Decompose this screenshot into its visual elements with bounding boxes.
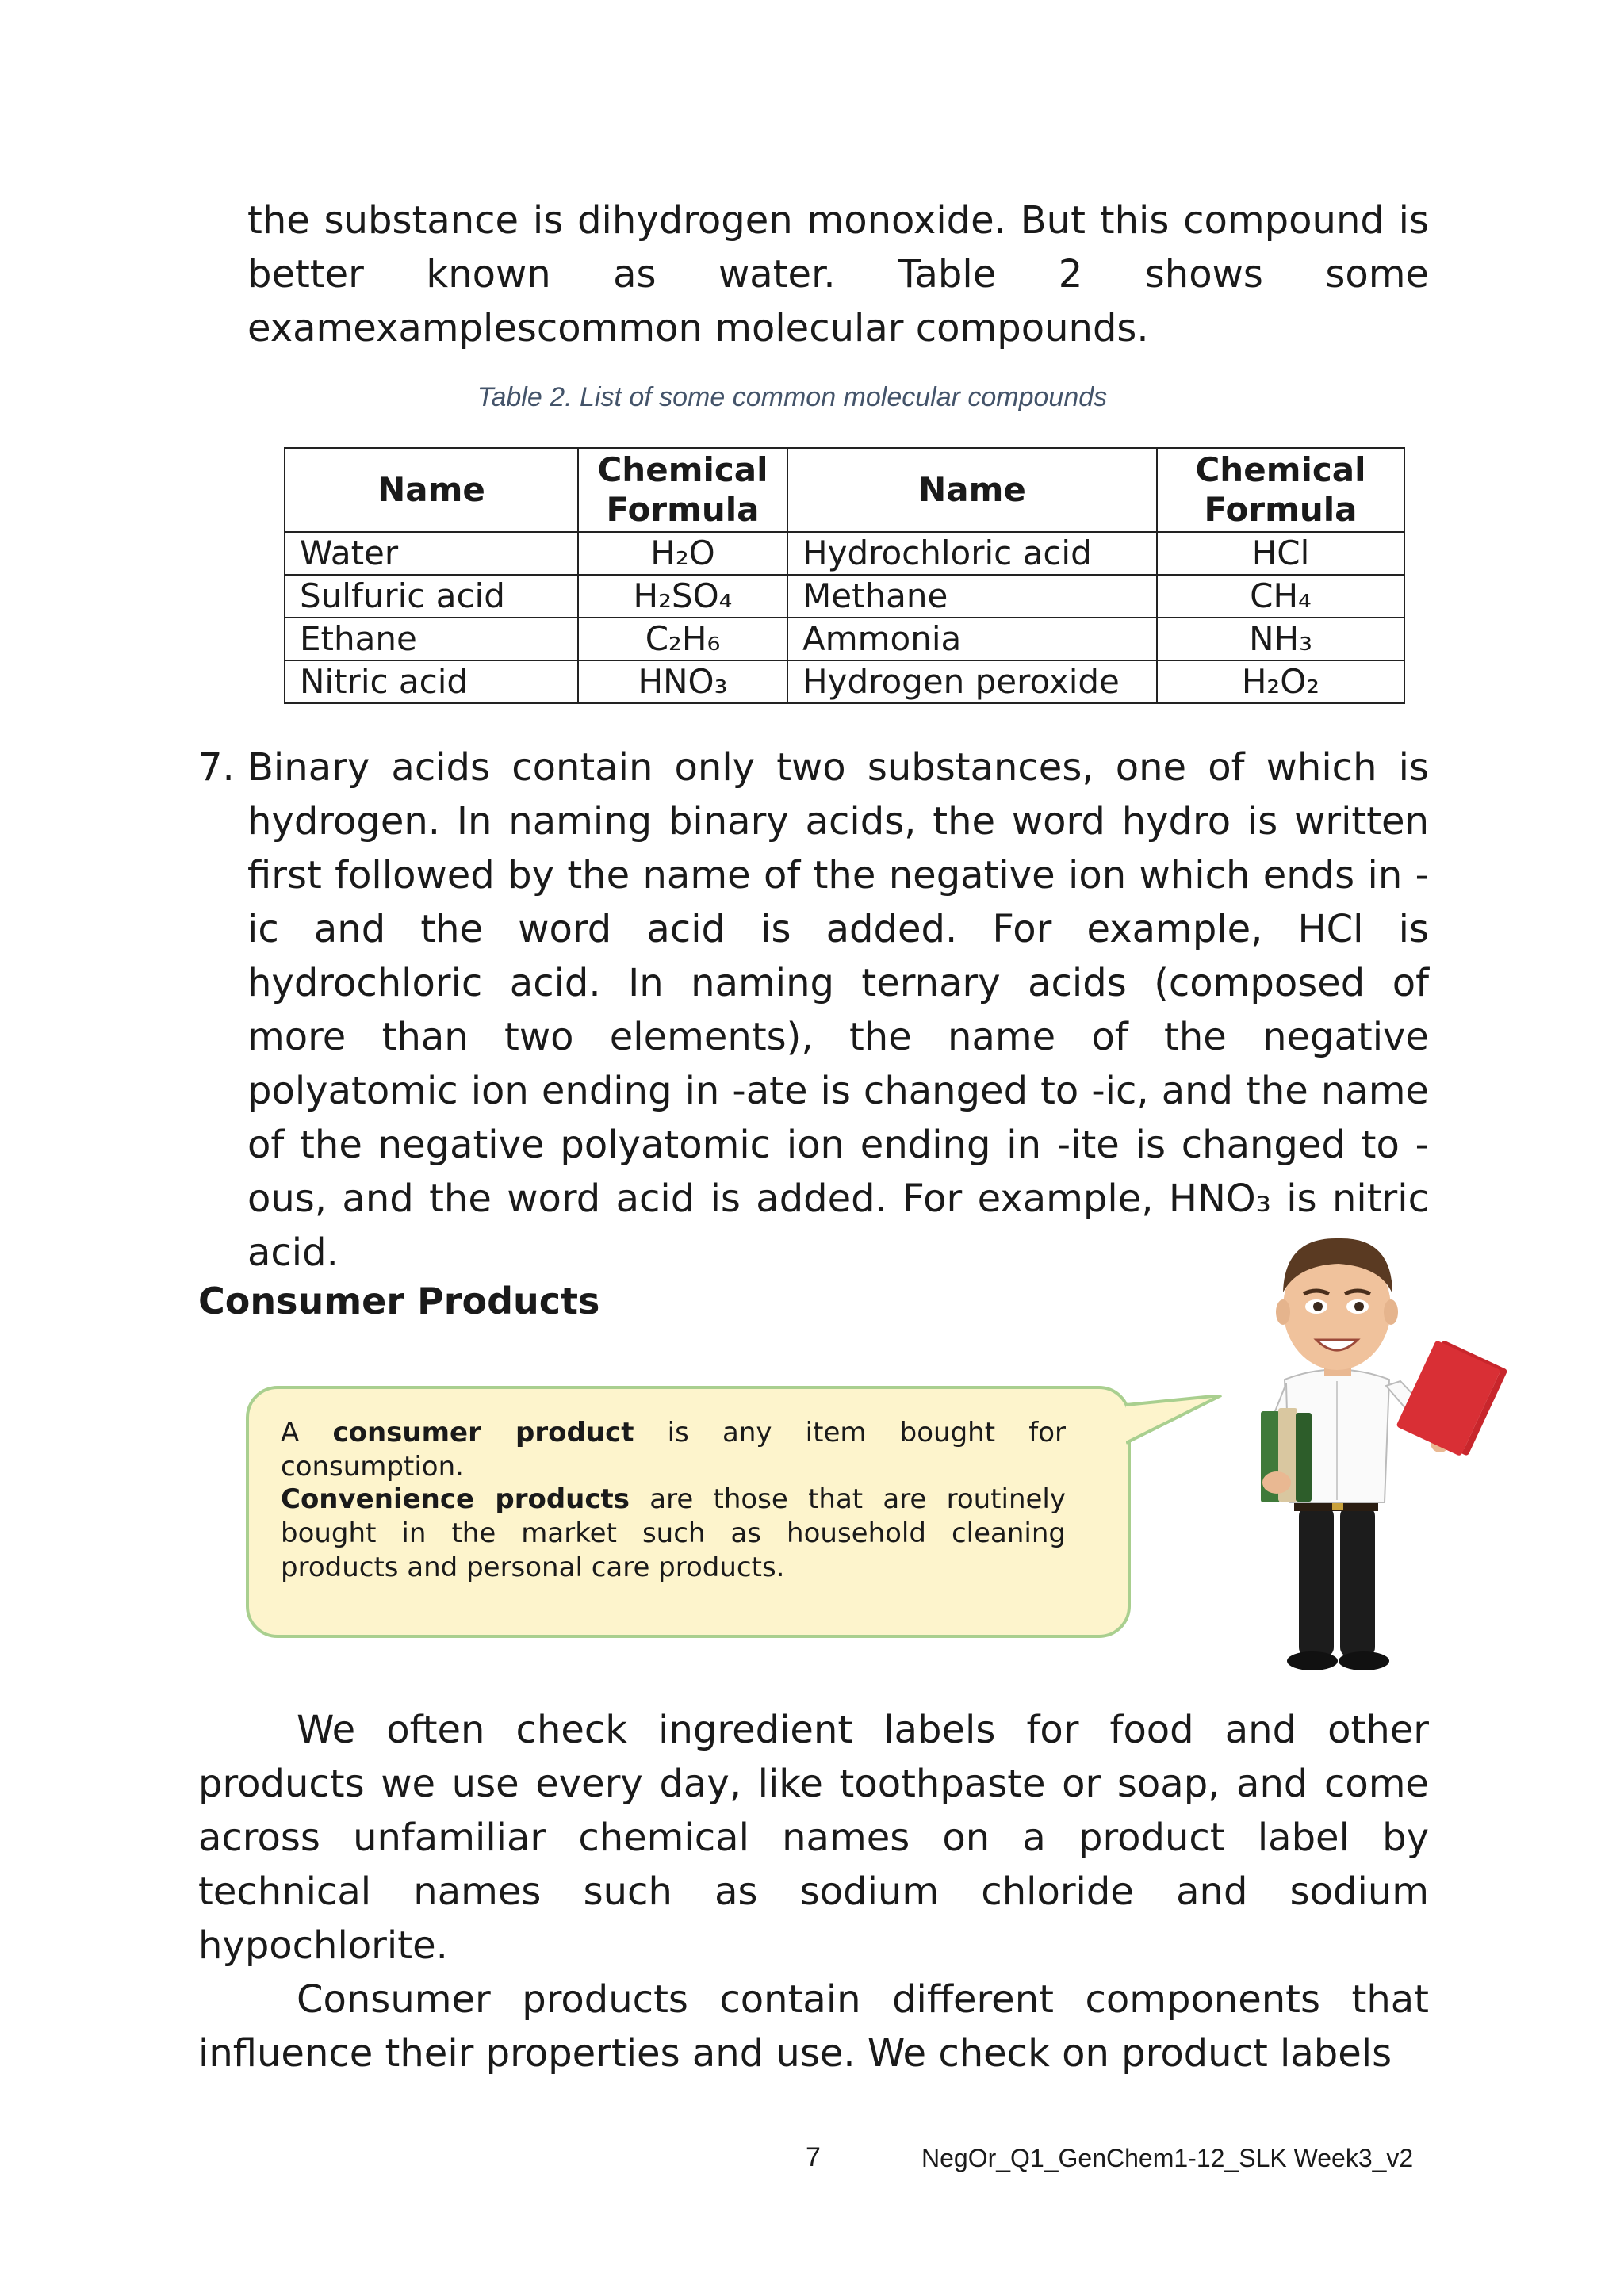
conv-term: Convenience products — [281, 1483, 630, 1515]
header-name-2: Name — [787, 448, 1157, 532]
header-name-1: Name — [285, 448, 578, 532]
convenience-products-definition — [281, 1483, 1066, 1585]
list-item-7 — [198, 740, 1429, 1280]
ingredient-labels-paragraph — [198, 1703, 1429, 1973]
table-row — [285, 660, 1404, 703]
compound-formula: H₂O₂ — [1157, 660, 1404, 703]
table-row — [285, 575, 1404, 618]
compound-name: Water — [285, 532, 578, 575]
intro-line-1: the substance is dihydrogen monoxide. But this compound is — [247, 198, 1429, 243]
compound-formula: H₂SO₄ — [578, 575, 787, 618]
consumer-products-text: Consumer products contain different components that influence their properties and use. We check on product labels — [198, 1977, 1429, 2076]
def-rest: is any item bought for consumption. — [281, 1417, 1066, 1483]
page-number: 7 — [806, 2142, 821, 2172]
compound-name: Ethane — [285, 618, 578, 660]
compound-name: Ammonia — [787, 618, 1157, 660]
compound-name: Nitric acid — [285, 660, 578, 703]
header-formula-1: Chemical Formula — [578, 448, 787, 532]
consumer-products-paragraph — [198, 1973, 1429, 2080]
def-term: consumer product — [332, 1417, 634, 1448]
table-caption: Table 2. List of some common molecular compounds — [477, 382, 1108, 412]
compound-name: Hydrochloric acid — [787, 532, 1157, 575]
compounds-table — [284, 447, 1405, 704]
document-code: NegOr_Q1_GenChem1-12_SLK Week3_v2 — [921, 2144, 1414, 2172]
compound-formula: HCl — [1157, 532, 1404, 575]
table-row — [285, 618, 1404, 660]
table-header-row — [285, 448, 1404, 532]
compound-name: Hydrogen peroxide — [787, 660, 1157, 703]
consumer-product-definition — [281, 1416, 1066, 1484]
header-formula-2: Chemical Formula — [1157, 448, 1404, 532]
compound-formula: HNO₃ — [578, 660, 787, 703]
compound-formula: C₂H₆ — [578, 618, 787, 660]
list-number: 7. — [198, 745, 235, 790]
compound-name: Sulfuric acid — [285, 575, 578, 618]
intro-paragraph — [247, 193, 1429, 355]
list-item-text: Binary acids contain only two substances, one of which is hydrogen. In naming binary acids, the word hydro is written first followed by the name of the negative ion which ends in -ic and the word acid is added. For example, HCl is hydrochloric acid. In naming ternary acids (composed of more than two elements), the name of the negative polyatomic ion ending in -ate is changed to -ic, and the name of the negative polyatomic ion ending in -ite is changed to -ous, and the word acid is added. For example, HNO₃ is nitric acid. — [247, 745, 1429, 1275]
compound-formula: CH₄ — [1157, 575, 1404, 618]
intro-line-3: examexamplescommon molecular compounds. — [247, 306, 1149, 350]
table-row — [285, 532, 1404, 575]
compound-name: Methane — [787, 575, 1157, 618]
compound-formula: NH₃ — [1157, 618, 1404, 660]
ingredient-labels-text: We often check ingredient labels for food and other products we use every day, like toothpaste or soap, and come across unfamiliar chemical names on a product label by technical names such as sodium chloride and sodium hypochlorite. — [198, 1708, 1429, 1968]
def-prefix: A — [281, 1417, 333, 1448]
section-heading: Consumer Products — [198, 1280, 600, 1322]
conv-rest: are those that are routinely bought in the market such as household cleaning products and personal care products. — [281, 1483, 1066, 1583]
teacher-avatar-illustration — [1205, 1205, 1522, 1681]
compound-formula: H₂O — [578, 532, 787, 575]
intro-line-2: better known as water. Table 2 shows some — [247, 252, 1429, 297]
